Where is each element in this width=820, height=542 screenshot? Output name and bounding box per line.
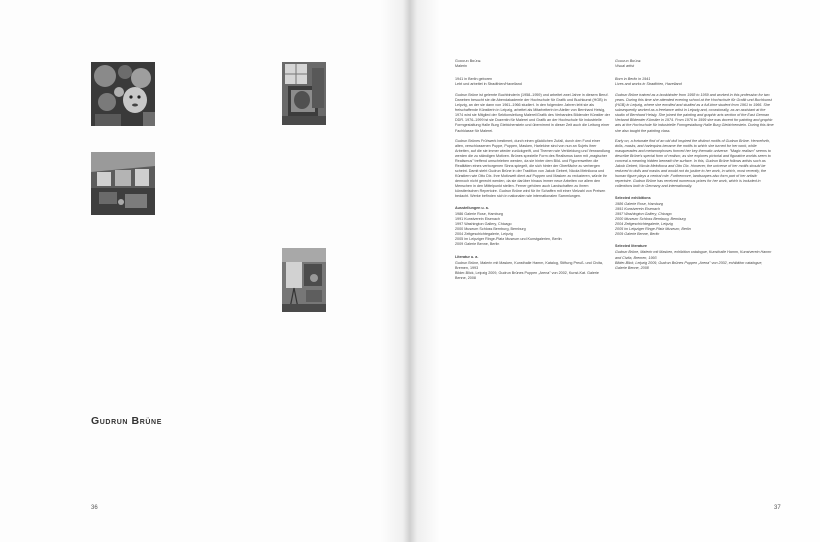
en-exhibition-item: 1997 Washington Gallery, Chicago [615, 212, 672, 217]
de-paragraph: Gudrun Brüne ist gelernte Buchbinderin (1958–1959) und arbeitet zwei Jahre in diesem Beruf. Daneben besucht sie die Abendakademie der Hochschule für Grafik und Buchkunst (HGB) in Leipzig, an der sie dann von 1961–1966 studiert. In den folgenden Jahren lebt sie als freischaffende Künstlerin in Leipzig, arbeitet als Mitarbeiterin im Atelier von Bernhard Heisig, 1974 wird sie Mitglied der Sektionsleitung Malerei/Grafik des Verbandes Bildender Künstler der DDR. 1976–1999 ist sie Dozentin für Malerei und Grafik an der Hochschule für industrielle Formgestaltung Halle Burg Giebichenstein und übernimmt in dieser Zeit auch die Leitung einer Fachklasse für Malerei. [455, 93, 610, 133]
en-paragraph: Early on, a fortunate find of an old doll inspired the distinct motifs of Gudrun Brüne. Henceforth, dolls, masks, and harlequins became the motifs to which she turned for her work, while masquerades and metamorphoses formed her key thematic universe. "Magic realism" seems to describe Brüne's special form of realism, as she explores pictorial and figurative worlds seem to conceal a meaning hidden beneath the surface. In this, Gudrun Brüne follows artists such as Jakob Gebert, Nicola Melnikova and Otto Dix. However, the universe of her motifs should be reduced to dolls and masks and would not do justice to her work, in which, most recently, the human figure plays a central role. Furthermore, landscapes also form part of her artistic repertoire. Gudrun Brüne has received numerous prizes for her work, which is included in collections both in Germany and internationally. [615, 138, 771, 188]
de-literature-title: Literatur u. a. [455, 254, 479, 259]
en-literature-item: Bilder-Blick, Leipzig 2009, Gudrun Brünes Puppen „Arena" von 2002, exhibition catalogue, Galerie Benne, 2008 [615, 260, 763, 270]
de-residence: Lebt und arbeitet in Stradthien/Havelland [455, 82, 522, 87]
studio-interior-photo [282, 62, 326, 125]
de-exhibition-item: 2005 im Leipziger Ringe-Platz Museum und Kunstgalerien, Berlin [455, 237, 562, 242]
en-exhibition-item: 2009 Galerie Benne, Berlin [615, 232, 660, 237]
en-paragraph: Gudrun Brüne trained as a bookbinder from 1958 to 1959 and worked in this profession for two years. During this time she attended evening school at the Hochschule für Grafik und Buchkunst (HGB) in Leipzig, where she enrolled and studied as a full-time student from 1961 to 1966. She subsequently worked as a freelance artist in Leipzig and, occasionally, as an assistant at the studio of Bernhard Heisig. She joined the painting and graphic arts section of the East German Verband Bildender Künstler in 1974. From 1976 to 1999 she was docent for painting and graphic arts at the Hochschule für industrielle Formgestaltung Halle Burg Giebichenstein. During this time she also taught the painting class. [615, 93, 774, 133]
book-gutter-shadow [380, 0, 440, 542]
de-literature-item: Gudrun Brüne, Malerin mit Masken, Kunsthalle Hamm, Katalog, Stiftung Preuß. und Civita, Bremen, 1993 [455, 260, 603, 270]
en-exhibition-item: 2004 Zeitgeschichtegalerie, Leipzig [615, 222, 673, 227]
en-literature-item: Gudrun Brüne, Malerin mit Masken, exhibition catalogue, Kunsthalle Hamm, Kunstverein Hamm and Civita, Bremen, 1993 [615, 250, 772, 260]
en-exhibition-item: 2005 im Leipziger Ringe-Platz Museum, Berlin [615, 227, 691, 232]
puppets-photo [91, 62, 155, 126]
en-exhibitions-title: Selected exhibitions [615, 196, 651, 201]
easel-workspace-image [282, 248, 326, 312]
en-exhibition-item: 2000 Museum Schloss Bernburg, Bernburg [615, 217, 686, 222]
en-literature-title: Selected literature [615, 244, 647, 249]
en-artist-name: Gudrun Brüne [615, 59, 641, 63]
de-paragraph: Gudrun Brünes Frühwerk bestimmt, durch einen glücklichen Zufall, durch den Fund einer alten, verschlossenen Puppe, Puppen, Masken, Harlekine sind von nun an Sujets ihrer Arbeiten, auf die sie immer wieder zurückgreift, und Themen wie Verkleidung und Verwandlung werden die zu ständigen Motiven. Brünes spezielle Form des Realismus kann mit „magischer Realismus" treffend umschrieben werden, da sie hinter dem Bild- und Figurenwelten die Realitäten eines verborgenen Sinns spiegelt, die sich hinter der Oberfläche zu verbergen scheint. Damit steht Gudrun Brüne in der Tradition von Jakob Gebert, Nicola Melnikova und Künstlern wie Otto Dix. Ihre Motivwelt dient auf Puppen und Masken zu reduzieren, würde ihr dennoch nicht gerecht werden, da sie darüber hinaus immer neue Arbeiten vor allem den Menschen in den Mittelpunkt stellen. Ferner gehören auch Landschaften zu ihrem künstlerischen Repertoire. Gudrun Brüne wird für ihr Schaffen mit einer Vielzahl von Preisen bedacht. Werke befinden sich in nationalen wie internationalen Sammlungen. [455, 138, 610, 199]
german-biography-column [455, 59, 610, 281]
en-residence: Lives and works in Stradthien, Havelland [615, 82, 682, 87]
de-exhibition-item: 1986 Galerie Rose, Hamburg [455, 212, 503, 217]
studio-workspace-photo [282, 248, 326, 312]
de-exhibition-item: 1991 Kunstverein Eisenach [455, 217, 500, 222]
de-artist-name: Gudrun Brüne [455, 59, 481, 63]
de-exhibition-item: 2000 Museum Schloss Bernburg, Bernburg [455, 227, 526, 232]
studio-overview-photo [91, 152, 155, 215]
de-exhibition-item: 2004 Zeitgeschichtegalerie, Leipzig [455, 232, 513, 237]
en-profession: Visual artist [615, 64, 634, 69]
left-page-number: 36 [91, 505, 98, 511]
en-exhibition-item: 1986 Galerie Rose, Hamburg [615, 202, 663, 207]
en-exhibition-item: 1991 Kunstverein Eisenach [615, 207, 660, 212]
en-birth: Born in Berlin in 1941 [615, 77, 651, 82]
right-page-number: 37 [774, 505, 781, 511]
artist-name-heading: Gudrun Brüne [91, 415, 162, 427]
english-biography-column [615, 59, 775, 271]
de-literature-item: Bilder-Blick, Leipzig 2009, Gudrun Brünes Puppen „Arena" von 2002, Kunst-Kat. Galerie Benne, 2008 [455, 270, 599, 280]
studio-overview-image [91, 152, 155, 215]
de-exhibition-item: 2009 Galerie Benne, Berlin [455, 242, 500, 247]
puppet-figures-image [91, 62, 155, 126]
de-exhibition-item: 1997 Washington Gallery, Chicago [455, 222, 512, 227]
studio-window-image [282, 62, 326, 125]
de-exhibitions-title: Ausstellungen u. a. [455, 206, 489, 211]
de-birth: 1941 in Berlin geboren [455, 77, 493, 82]
de-profession: Malerin [455, 64, 468, 69]
